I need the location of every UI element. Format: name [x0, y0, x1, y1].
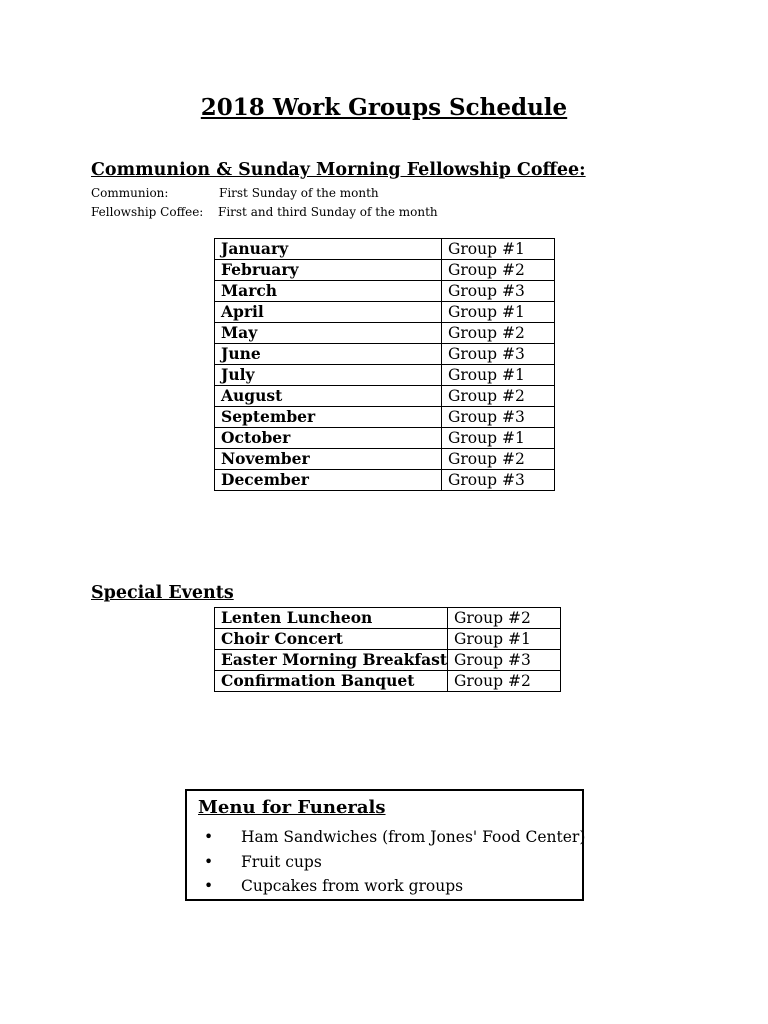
event-cell: Choir Concert: [215, 629, 448, 650]
month-cell: March: [215, 281, 442, 302]
info-value: First and third Sunday of the month: [218, 205, 438, 219]
group-cell: Group #3: [442, 281, 555, 302]
group-cell: Group #3: [448, 650, 561, 671]
group-cell: Group #1: [442, 302, 555, 323]
month-cell: November: [215, 449, 442, 470]
group-cell: Group #2: [448, 608, 561, 629]
bullet-icon: •: [204, 828, 214, 846]
group-cell: Group #3: [442, 407, 555, 428]
page-title: 2018 Work Groups Schedule: [200, 94, 568, 121]
info-label: Communion:: [91, 186, 169, 200]
table-row: [215, 302, 555, 323]
group-cell: Group #1: [448, 629, 561, 650]
list-item-text: Ham Sandwiches (from Jones' Food Center): [241, 828, 586, 846]
group-cell: Group #2: [448, 671, 561, 692]
group-cell: Group #1: [442, 428, 555, 449]
special-events-table: [214, 607, 561, 692]
group-cell: Group #2: [442, 260, 555, 281]
list-item-text: Cupcakes from work groups: [241, 877, 464, 895]
table-row: [215, 629, 561, 650]
communion-heading: Communion & Sunday Morning Fellowship Coffee:: [91, 160, 586, 180]
group-cell: Group #3: [442, 470, 555, 491]
group-cell: Group #3: [442, 344, 555, 365]
group-cell: Group #2: [442, 449, 555, 470]
table-row: [215, 260, 555, 281]
event-cell: Confirmation Banquet: [215, 671, 448, 692]
month-cell: July: [215, 365, 442, 386]
table-row: [215, 650, 561, 671]
list-item: [187, 825, 586, 850]
month-cell: January: [215, 239, 442, 260]
group-cell: Group #1: [442, 239, 555, 260]
month-cell: December: [215, 470, 442, 491]
group-cell: Group #1: [442, 365, 555, 386]
funeral-menu-box: [185, 789, 584, 901]
table-row: [215, 344, 555, 365]
month-cell: April: [215, 302, 442, 323]
table-row: [215, 386, 555, 407]
group-cell: Group #2: [442, 386, 555, 407]
table-row: [215, 407, 555, 428]
special-events-heading: Special Events: [91, 583, 234, 603]
table-row: [215, 470, 555, 491]
month-cell: October: [215, 428, 442, 449]
bullet-icon: •: [204, 852, 214, 871]
table-row: [215, 428, 555, 449]
table-row: [215, 323, 555, 344]
table-row: [215, 365, 555, 386]
month-cell: September: [215, 407, 442, 428]
funeral-menu-list: [187, 825, 586, 899]
event-cell: Easter Morning Breakfast: [215, 650, 448, 671]
group-cell: Group #2: [442, 323, 555, 344]
bullet-icon: •: [204, 877, 214, 895]
month-cell: June: [215, 344, 442, 365]
month-cell: May: [215, 323, 442, 344]
table-row: [215, 281, 555, 302]
info-value: First Sunday of the month: [219, 186, 379, 200]
table-row: [215, 239, 555, 260]
list-item: [187, 850, 582, 875]
monthly-schedule-table: [214, 238, 555, 491]
table-row: [215, 449, 555, 470]
event-cell: Lenten Luncheon: [215, 608, 448, 629]
month-cell: August: [215, 386, 442, 407]
list-item-text: Fruit cups: [241, 852, 322, 871]
funeral-menu-heading: Menu for Funerals: [198, 797, 386, 818]
month-cell: February: [215, 260, 442, 281]
table-row: [215, 608, 561, 629]
table-row: [215, 671, 561, 692]
info-label: Fellowship Coffee:: [91, 205, 204, 219]
list-item: [187, 874, 582, 899]
